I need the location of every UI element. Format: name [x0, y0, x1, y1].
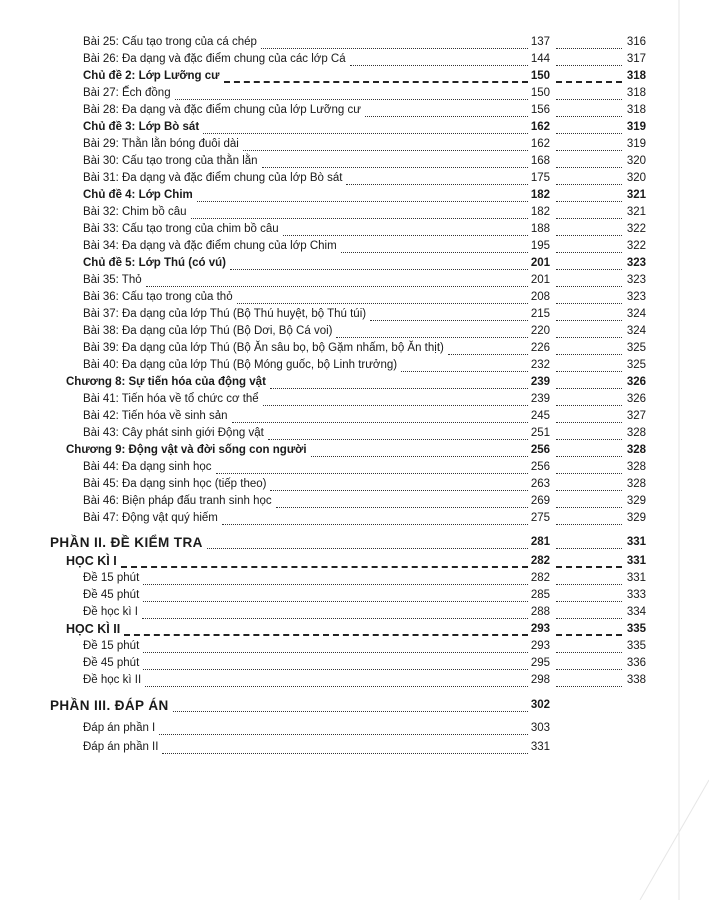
- dot-leader: [261, 48, 528, 49]
- page-number-answer: 334: [626, 606, 646, 618]
- page-number-answer: 323: [626, 291, 646, 303]
- dot-leader-answer: [556, 303, 622, 304]
- page-number-lesson: 162: [530, 138, 550, 150]
- dot-leader: [276, 507, 528, 508]
- page-number-lesson: 239: [530, 393, 550, 405]
- page-number-answer: 331: [626, 572, 646, 584]
- page-number-answer: 325: [626, 342, 646, 354]
- entry-title: Đáp án phần II: [83, 739, 160, 756]
- page-number-lesson: 232: [530, 359, 550, 371]
- dot-leader-answer: [556, 286, 622, 287]
- page-number-lesson: 256: [530, 444, 550, 456]
- dot-leader-answer: [556, 388, 622, 389]
- dot-leader-answer: [556, 524, 622, 525]
- entry-title: Bài 33: Cấu tạo trong của chim bồ câu: [83, 221, 281, 238]
- page-number-answer: 328: [626, 427, 646, 439]
- entry-title: Bài 35: Thỏ: [83, 272, 144, 289]
- page-number-answer: 317: [626, 53, 646, 65]
- dot-leader: [207, 548, 528, 549]
- entry-title: Bài 36: Cấu tạo trong của thỏ: [83, 289, 235, 306]
- dot-leader: [350, 65, 528, 66]
- dot-leader-answer: [556, 422, 622, 423]
- dot-leader: [370, 320, 528, 321]
- dot-leader-answer: [556, 201, 622, 202]
- page-number-answer: 319: [626, 138, 646, 150]
- page-number-answer: 320: [626, 155, 646, 167]
- entry-title: Bài 40: Đa dạng của lớp Thú (Bộ Móng guốc, bộ Linh trưởng): [83, 357, 399, 374]
- entry-title: Bài 30: Cấu tạo trong của thằn lằn: [83, 153, 260, 170]
- page-number-answer: 320: [626, 172, 646, 184]
- page-number-lesson: 156: [530, 104, 550, 116]
- dot-leader-answer: [556, 320, 622, 321]
- dot-leader-answer: [556, 99, 622, 100]
- page-number-answer: 329: [626, 495, 646, 507]
- page-number-lesson: 144: [530, 53, 550, 65]
- dot-leader-answer: [556, 133, 622, 134]
- entry-title: Bài 41: Tiến hóa về tổ chức cơ thể: [83, 391, 261, 408]
- page-number-lesson: 298: [530, 674, 550, 686]
- dot-leader-answer: [556, 634, 622, 636]
- dot-leader-answer: [556, 669, 622, 670]
- dot-leader: [143, 584, 528, 585]
- part-row[interactable]: [0, 699, 709, 716]
- page-number-lesson: 188: [530, 223, 550, 235]
- dot-leader-answer: [556, 405, 622, 406]
- dot-leader: [262, 167, 528, 168]
- entry-title: Bài 39: Đa dạng của lớp Thú (Bộ Ăn sâu bọ, bộ Gặm nhấm, bộ Ăn thịt): [83, 340, 446, 357]
- dot-leader: [232, 422, 528, 423]
- exam-item-row[interactable]: [0, 722, 709, 739]
- entry-title: Đáp án phần I: [83, 720, 157, 737]
- entry-title: Đề 45 phút: [83, 655, 141, 672]
- entry-title: Bài 45: Đa dạng sinh học (tiếp theo): [83, 476, 268, 493]
- dot-leader: [145, 686, 528, 687]
- entry-title: HỌC KÌ I: [66, 554, 117, 568]
- dot-leader-answer: [556, 167, 622, 168]
- page-number-lesson: 150: [530, 87, 550, 99]
- entry-title: Bài 38: Đa dạng của lớp Thú (Bộ Dơi, Bộ Cá voi): [83, 323, 334, 340]
- page-number-answer: 335: [626, 623, 646, 635]
- entry-title: Đề 15 phút: [83, 570, 141, 587]
- entry-title: Bài 47: Động vật quý hiếm: [83, 510, 220, 527]
- dot-leader: [268, 439, 528, 440]
- page-number-lesson: 137: [530, 36, 550, 48]
- dot-leader-answer: [556, 150, 622, 151]
- page-number-lesson: 282: [530, 555, 550, 567]
- page-number-answer: 324: [626, 325, 646, 337]
- dot-leader: [146, 286, 528, 287]
- page-number-answer: 326: [626, 393, 646, 405]
- dot-leader: [270, 388, 528, 389]
- page-number-answer: 318: [626, 104, 646, 116]
- dot-leader: [175, 99, 528, 100]
- page-number-lesson: 226: [530, 342, 550, 354]
- page-number-lesson: 275: [530, 512, 550, 524]
- page-number-lesson: 182: [530, 189, 550, 201]
- entry-title: Bài 44: Đa dạng sinh học: [83, 459, 214, 476]
- dot-leader-answer: [556, 618, 622, 619]
- part-row[interactable]: [0, 536, 709, 553]
- dot-leader: [448, 354, 528, 355]
- dot-leader: [311, 456, 528, 457]
- page-number-answer: 331: [626, 555, 646, 567]
- dot-leader-answer: [556, 473, 622, 474]
- page-number-answer: 328: [626, 444, 646, 456]
- page-number-lesson: 269: [530, 495, 550, 507]
- dot-leader: [216, 473, 528, 474]
- exam-item-row[interactable]: [0, 741, 709, 758]
- dot-leader: [243, 150, 528, 151]
- page-number-lesson: 220: [530, 325, 550, 337]
- entry-title: Bài 43: Cây phát sinh giới Động vật: [83, 425, 266, 442]
- page-number-answer: 325: [626, 359, 646, 371]
- entry-title: Bài 25: Cấu tạo trong của cá chép: [83, 34, 259, 51]
- dot-leader: [263, 405, 528, 406]
- dot-leader-answer: [556, 81, 622, 83]
- dot-leader: [341, 252, 528, 253]
- page-number-lesson: 331: [530, 741, 550, 753]
- page-number-lesson: 168: [530, 155, 550, 167]
- page-number-answer: 328: [626, 478, 646, 490]
- dot-leader: [336, 337, 528, 338]
- dot-leader: [230, 269, 528, 270]
- entry-title: Bài 37: Đa dạng của lớp Thú (Bộ Thú huyệt, bộ Thú túi): [83, 306, 368, 323]
- dot-leader-answer: [556, 490, 622, 491]
- entry-title: Bài 27: Ếch đồng: [83, 85, 173, 102]
- page-number-lesson: 256: [530, 461, 550, 473]
- page-number-answer: 335: [626, 640, 646, 652]
- page-number-answer: 336: [626, 657, 646, 669]
- entry-title: Chương 9: Động vật và đời sống con người: [66, 442, 309, 459]
- page-number-answer: 324: [626, 308, 646, 320]
- page-number-lesson: 245: [530, 410, 550, 422]
- dot-leader-answer: [556, 48, 622, 49]
- page-number-lesson: 263: [530, 478, 550, 490]
- dot-leader-answer: [556, 235, 622, 236]
- page-number-lesson: 281: [530, 536, 550, 548]
- page-number-answer: 323: [626, 257, 646, 269]
- page-number-answer: 321: [626, 206, 646, 218]
- dot-leader-answer: [556, 337, 622, 338]
- dot-leader: [237, 303, 528, 304]
- dot-leader: [346, 184, 528, 185]
- page-number-answer: 316: [626, 36, 646, 48]
- exam-item-row[interactable]: [0, 674, 709, 691]
- dot-leader-answer: [556, 601, 622, 602]
- entry-title: Chương 8: Sự tiến hóa của động vật: [66, 374, 268, 391]
- entry-title: PHẦN III. ĐÁP ÁN: [50, 698, 169, 713]
- page-number-answer: 333: [626, 589, 646, 601]
- entry-title: Đề 45 phút: [83, 587, 141, 604]
- dot-leader: [270, 490, 528, 491]
- dot-leader-answer: [556, 548, 622, 549]
- dot-leader: [162, 753, 528, 754]
- page-number-lesson: 285: [530, 589, 550, 601]
- dot-leader-answer: [556, 507, 622, 508]
- page-number-answer: 319: [626, 121, 646, 133]
- page-number-lesson: 293: [530, 623, 550, 635]
- dot-leader: [143, 601, 528, 602]
- entry-title: Chủ đề 4: Lớp Chim: [83, 187, 195, 204]
- page-number-lesson: 288: [530, 606, 550, 618]
- dot-leader-answer: [556, 269, 622, 270]
- page-number-lesson: 208: [530, 291, 550, 303]
- page-number-answer: 323: [626, 274, 646, 286]
- page-number-answer: 329: [626, 512, 646, 524]
- page-number-lesson: 201: [530, 257, 550, 269]
- entry-title: HỌC KÌ II: [66, 622, 121, 636]
- page-number-lesson: 201: [530, 274, 550, 286]
- dot-leader-answer: [556, 65, 622, 66]
- entry-title: Bài 26: Đa dạng và đặc điểm chung của các lớp Cá: [83, 51, 348, 68]
- page-number-answer: 331: [626, 536, 646, 548]
- dot-leader: [143, 669, 528, 670]
- page-number-lesson: 282: [530, 572, 550, 584]
- page-number-answer: 338: [626, 674, 646, 686]
- dot-leader-answer: [556, 184, 622, 185]
- dot-leader-answer: [556, 116, 622, 117]
- page-number-lesson: 182: [530, 206, 550, 218]
- entry-title: Chủ đề 5: Lớp Thú (có vú): [83, 255, 228, 272]
- dot-leader: [203, 133, 528, 134]
- dot-leader-answer: [556, 439, 622, 440]
- dot-leader-answer: [556, 218, 622, 219]
- dot-leader-answer: [556, 354, 622, 355]
- page-number-lesson: 195: [530, 240, 550, 252]
- dot-leader-answer: [556, 584, 622, 585]
- dot-leader-answer: [556, 456, 622, 457]
- page-number-lesson: 303: [530, 722, 550, 734]
- dot-leader: [159, 734, 528, 735]
- page-number-answer: 322: [626, 240, 646, 252]
- page-number-lesson: 302: [530, 699, 550, 711]
- dot-leader: [142, 618, 528, 619]
- dot-leader: [365, 116, 528, 117]
- dot-leader: [124, 634, 528, 636]
- dot-leader-answer: [556, 686, 622, 687]
- dot-leader: [224, 81, 528, 83]
- dot-leader: [197, 201, 528, 202]
- page-number-lesson: 175: [530, 172, 550, 184]
- dot-leader: [121, 566, 528, 568]
- entry-title: Bài 29: Thằn lằn bóng đuôi dài: [83, 136, 241, 153]
- page-number-lesson: 150: [530, 70, 550, 82]
- entry-title: Đề 15 phút: [83, 638, 141, 655]
- dot-leader: [191, 218, 528, 219]
- page-number-answer: 328: [626, 461, 646, 473]
- page-number-answer: 322: [626, 223, 646, 235]
- dot-leader: [283, 235, 528, 236]
- entry-title: Chủ đề 2: Lớp Lưỡng cư: [83, 68, 222, 85]
- dot-leader-answer: [556, 252, 622, 253]
- page-number-lesson: 239: [530, 376, 550, 388]
- dot-leader: [173, 711, 528, 712]
- page-number-lesson: 215: [530, 308, 550, 320]
- page-number-answer: 326: [626, 376, 646, 388]
- entry-title: Đề học kì I: [83, 604, 140, 621]
- entry-title: Bài 28: Đa dạng và đặc điểm chung của lớp Lưỡng cư: [83, 102, 363, 119]
- page-number-answer: 327: [626, 410, 646, 422]
- entry-title: Chủ đề 3: Lớp Bò sát: [83, 119, 201, 136]
- entry-title: Bài 34: Đa dạng và đặc điểm chung của lớp Chim: [83, 238, 339, 255]
- page-number-answer: 321: [626, 189, 646, 201]
- entry-title: Bài 46: Biện pháp đấu tranh sinh học: [83, 493, 274, 510]
- entry-title: Đề học kì II: [83, 672, 143, 689]
- page-number-lesson: 295: [530, 657, 550, 669]
- page-number-lesson: 162: [530, 121, 550, 133]
- dot-leader-answer: [556, 652, 622, 653]
- dot-leader: [401, 371, 528, 372]
- page-number-lesson: 251: [530, 427, 550, 439]
- page-number-answer: 318: [626, 87, 646, 99]
- dot-leader: [222, 524, 528, 525]
- entry-title: Bài 42: Tiến hóa về sinh sản: [83, 408, 230, 425]
- dot-leader-answer: [556, 371, 622, 372]
- entry-title: Bài 32: Chim bồ câu: [83, 204, 189, 221]
- dot-leader-answer: [556, 566, 622, 568]
- dot-leader: [143, 652, 528, 653]
- page-number-answer: 318: [626, 70, 646, 82]
- entry-title: Bài 31: Đa dạng và đặc điểm chung của lớp Bò sát: [83, 170, 344, 187]
- page-number-lesson: 293: [530, 640, 550, 652]
- lesson-row[interactable]: [0, 512, 709, 529]
- entry-title: PHẦN II. ĐỀ KIỂM TRA: [50, 535, 203, 550]
